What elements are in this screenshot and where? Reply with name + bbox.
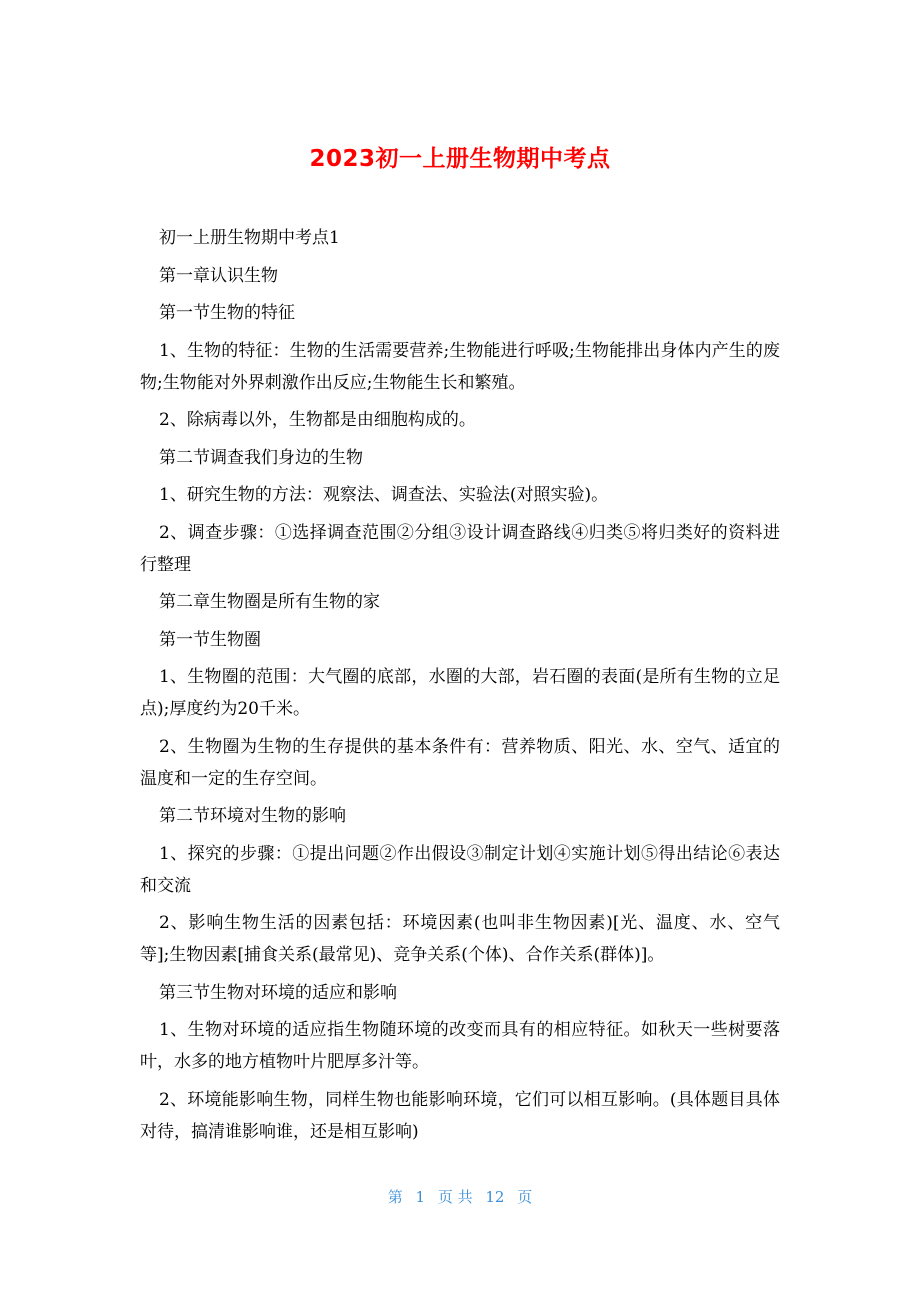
footer-suffix: 页 bbox=[517, 1188, 533, 1206]
paragraph: 1、探究的步骤：①提出问题②作出假设③制定计划④实施计划⑤得出结论⑥表达和交流 bbox=[140, 843, 780, 896]
footer-current-page: 1 bbox=[415, 1188, 426, 1206]
chapter-heading: 第一章认识生物 bbox=[159, 265, 278, 286]
section-heading: 第二节调查我们身边的生物 bbox=[159, 447, 363, 468]
paragraph: 2、影响生物生活的因素包括：环境因素(也叫非生物因素)[光、温度、水、空气等];生物因素[捕食关系(最常见)、竞争关系(个体)、合作关系(群体)]。 bbox=[140, 913, 780, 965]
paragraph: 初一上册生物期中考点1 bbox=[159, 228, 340, 248]
paragraph: 1、生物圈的范围：大气圈的底部，水圈的大部，岩石圈的表面(是所有生物的立足点);厚度约为20千米。 bbox=[140, 667, 780, 719]
footer-total-pages: 12 bbox=[485, 1188, 505, 1206]
paragraph: 1、生物的特征：生物的生活需要营养;生物能进行呼吸;生物能排出身体内产生的废物;生物能对外界刺激作出反应;生物能生长和繁殖。 bbox=[140, 340, 780, 393]
paragraph: 1、研究生物的方法：观察法、调查法、实验法(对照实验)。 bbox=[159, 485, 609, 505]
paragraph: 2、环境能影响生物，同样生物也能影响环境，它们可以相互影响。(具体题目具体对待，搞清谁影响谁，还是相互影响) bbox=[140, 1089, 780, 1142]
paragraph: 2、调查步骤：①选择调查范围②分组③设计调查路线④归类⑤将归类好的资料进行整理 bbox=[140, 522, 780, 575]
section-heading: 第一节生物的特征 bbox=[159, 303, 295, 323]
chapter-heading: 第二章生物圈是所有生物的家 bbox=[159, 592, 380, 612]
section-heading: 第一节生物圈 bbox=[159, 629, 261, 650]
document-title: 2023初一上册生物期中考点 bbox=[309, 146, 611, 172]
section-heading: 第二节环境对生物的影响 bbox=[159, 806, 346, 826]
page-footer bbox=[0, 1186, 920, 1207]
footer-mid: 页 共 bbox=[437, 1188, 473, 1206]
footer-prefix: 第 bbox=[387, 1188, 403, 1206]
paragraph: 2、除病毒以外，生物都是由细胞构成的。 bbox=[159, 410, 476, 430]
document-body bbox=[140, 222, 780, 1153]
section-heading: 第三节生物对环境的适应和影响 bbox=[159, 982, 397, 1003]
paragraph: 2、生物圈为生物的生存提供的基本条件有：营养物质、阳光、水、空气、适宜的温度和一定的生存空间。 bbox=[140, 736, 780, 789]
paragraph: 1、生物对环境的适应指生物随环境的改变而具有的相应特征。如秋天一些树要落叶，水多的地方植物叶片肥厚多汁等。 bbox=[140, 1020, 780, 1072]
